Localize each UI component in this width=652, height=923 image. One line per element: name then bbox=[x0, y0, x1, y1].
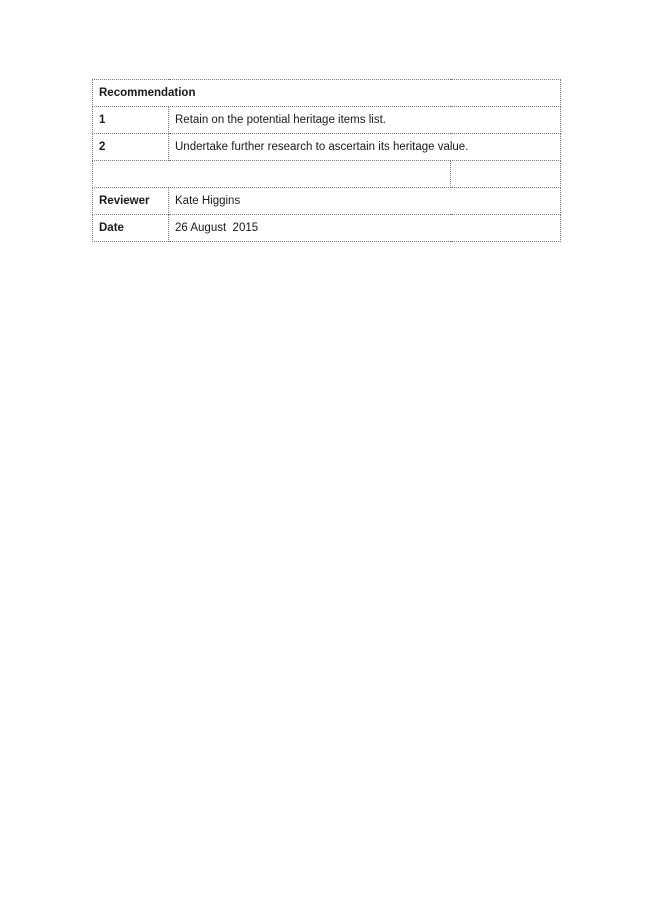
table-header-row bbox=[93, 80, 561, 107]
blank-cell bbox=[93, 161, 451, 188]
item-number: 1 bbox=[93, 107, 169, 134]
reviewer-label: Reviewer bbox=[93, 188, 169, 215]
date-value: 26 August 2015 bbox=[169, 215, 561, 242]
reviewer-row bbox=[93, 188, 561, 215]
table-row bbox=[93, 134, 561, 161]
item-text: Undertake further research to ascertain its heritage value. bbox=[169, 134, 561, 161]
date-row bbox=[93, 215, 561, 242]
recommendation-table bbox=[92, 79, 561, 242]
blank-row bbox=[93, 161, 561, 188]
table-row bbox=[93, 107, 561, 134]
date-label: Date bbox=[93, 215, 169, 242]
blank-cell bbox=[451, 161, 561, 188]
reviewer-value: Kate Higgins bbox=[169, 188, 561, 215]
item-text: Retain on the potential heritage items list. bbox=[169, 107, 561, 134]
item-number: 2 bbox=[93, 134, 169, 161]
recommendation-heading: Recommendation bbox=[93, 80, 561, 107]
